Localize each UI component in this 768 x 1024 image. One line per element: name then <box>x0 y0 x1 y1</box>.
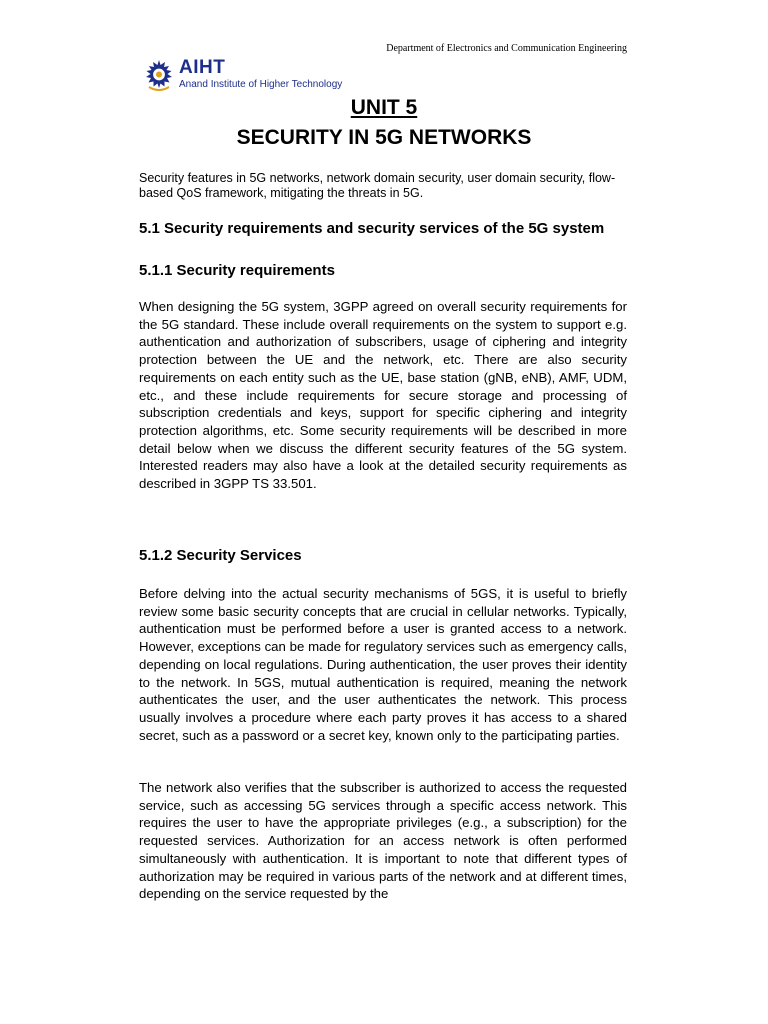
department-header: Department of Electronics and Communication Engineering <box>386 43 627 54</box>
institute-emblem-icon <box>142 59 176 93</box>
institute-logo <box>142 59 362 93</box>
section-heading-5-1-1: 5.1.1 Security requirements <box>139 262 335 279</box>
paragraph-security-requirements: When designing the 5G system, 3GPP agreed on overall security requirements for the 5G standard. These include overall requirements on the system to support e.g. authentication and authorization of subscribers, usage of ciphering and integrity protection between the UE and the network, etc. There are also security requirements on each entity such as the UE, base station (gNB, eNB), AMF, UDM, etc., and these include requirements for secure storage and processing of subscription credentials and keys, support for specific ciphering and integrity protection algorithms, etc. Some security requirements will be described in more detail below when we discuss the different security features of the 5G system. Interested readers may also have a look at the detailed security requirements as described in 3GPP TS 33.501. <box>139 299 627 492</box>
paragraph-security-services-2: The network also verifies that the subscriber is authorized to access the requested service, such as accessing 5G services through a specific access network. This requires the user to have the appropriate privileges (e.g., a subscription) for the requested services. Authorization for an access network is often performed simultaneously with authentication. It is important to note that different types of authorization may be required in various parts of the network and at different times, depending on the service requested by the <box>139 780 627 902</box>
syllabus-text: Security features in 5G networks, network domain security, user domain security, flow-based QoS framework, mitigating the threats in 5G. <box>139 171 616 200</box>
paragraph-security-services-1: Before delving into the actual security mechanisms of 5GS, it is useful to briefly review some basic security concepts that are crucial in cellular networks. Typically, authentication must be performed before a user is granted access to a network. However, exceptions can be made for regulatory services such as emergency calls, depending on local regulations. During authentication, the user proves their identity to the network. In 5GS, mutual authentication is required, meaning the network authenticates the user, and the user authenticates the network. This process usually involves a procedure where each party proves it has access to a shared secret, such as a password or a secret key, known only to the participating parties. <box>139 586 627 743</box>
logo-institute-name: Anand Institute of Higher Technology <box>179 79 343 90</box>
section-heading-5-1-2: 5.1.2 Security Services <box>139 547 302 564</box>
section-heading-5-1: 5.1 Security requirements and security services of the 5G system <box>139 220 605 237</box>
logo-abbreviation: AIHT <box>179 57 226 78</box>
unit-title: UNIT 5 <box>350 96 418 119</box>
page-title: SECURITY IN 5G NETWORKS <box>236 126 532 149</box>
